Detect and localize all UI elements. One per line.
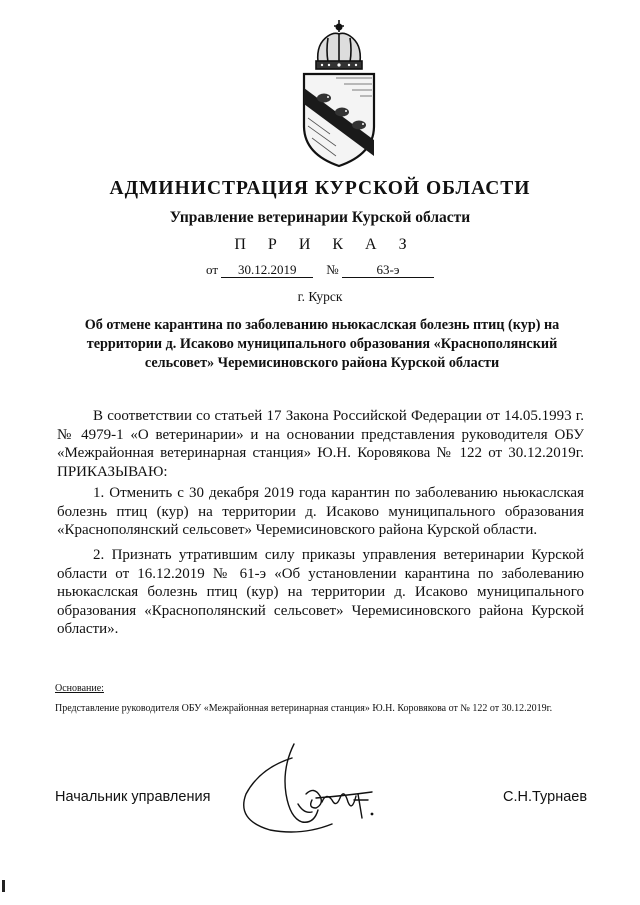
handwritten-signature-icon bbox=[222, 738, 392, 836]
city-line: г. Курск bbox=[297, 289, 343, 304]
document-type: П Р И К А З bbox=[234, 236, 416, 253]
body-paragraph-item-1: 1. Отменить с 30 декабря 2019 года карантин по заболеванию ньюкаслская болезнь птиц (кур) на территории д. Исаково муниципального образования «Краснополянский сельсовет» Черемисиновского района Курской области. bbox=[57, 485, 584, 539]
signatory-title: Начальник управления bbox=[55, 789, 211, 805]
basis-label: Основание: bbox=[55, 683, 104, 694]
department-subtitle: Управление ветеринарии Курской области bbox=[169, 209, 471, 226]
coat-of-arms-icon bbox=[296, 18, 382, 170]
date-number-line bbox=[0, 262, 640, 278]
body-paragraph-item-2: 2. Признать утратившим силу приказы управления ветеринарии Курской области от 16.12.2019 № 61-э «Об установлении карантина по заболеванию ньюкаслская болезнь птиц (кур) на территории д. Исаково муниципального образования «Краснополянский сельсовет» Черемисиновского района Курской области». bbox=[57, 547, 584, 638]
signatory-name: С.Н.Турнаев bbox=[503, 789, 588, 805]
basis-text: Представление руководителя ОБУ «Межрайонная ветеринарная станция» Ю.Н. Коровякова от № 122 от 30.12.2019г. bbox=[55, 703, 553, 714]
date-prefix: от bbox=[206, 262, 219, 277]
number-prefix: № bbox=[326, 262, 339, 277]
scan-edge-mark bbox=[2, 880, 5, 892]
order-heading: Об отмене карантина по заболеванию ньюкаслская болезнь птиц (кур) на территории д. Исаково муниципального образования «Краснополянский сельсовет» Черемисиновского района Курской области bbox=[84, 317, 560, 371]
body-paragraph-preamble: В соответствии со статьей 17 Закона Российской Федерации от 14.05.1993 г. № 4979-1 «О ветеринарии» и на основании представления руководителя ОБУ «Межрайонная ветеринарная станция» Ю.Н. Коровякова № 122 от 30.12.2019г. ПРИКАЗЫВАЮ: bbox=[57, 408, 584, 480]
order-date: 30.12.2019 bbox=[221, 263, 313, 278]
order-number: 63-э bbox=[342, 263, 434, 278]
organization-title: АДМИНИСТРАЦИЯ КУРСКОЙ ОБЛАСТИ bbox=[109, 178, 531, 199]
